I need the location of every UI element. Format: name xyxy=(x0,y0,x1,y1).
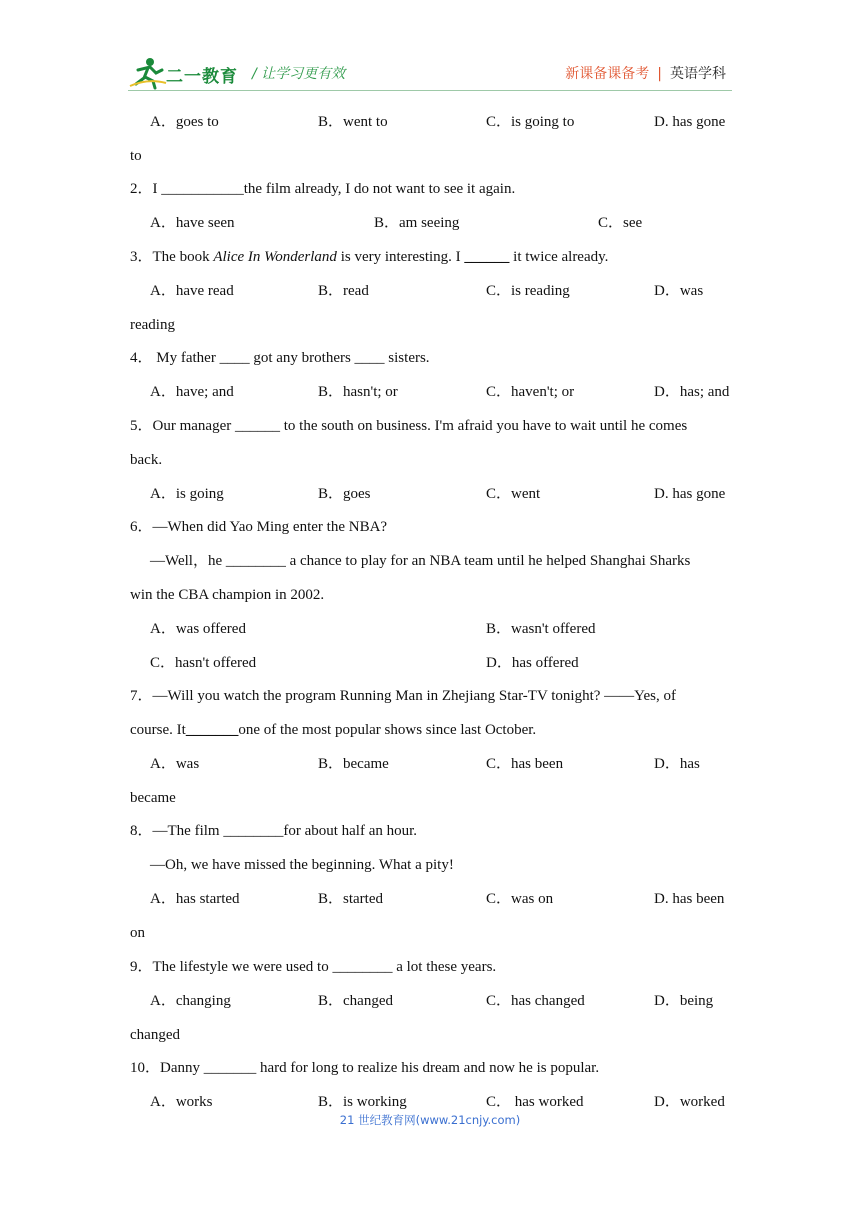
q8-text: —The film ________for about half an hour. xyxy=(152,823,418,839)
q5-option-b: B．goes xyxy=(318,486,371,502)
q4-option-c: C．haven't; or xyxy=(486,384,575,400)
q6-option-a: A．was offered xyxy=(150,621,246,637)
q2-option-a: A．have seen xyxy=(150,215,235,231)
q5-option-d: D. has gone xyxy=(654,486,726,502)
question-4 xyxy=(130,347,430,369)
q10-text: Danny _______ hard for long to realize his dream and now he is popular. xyxy=(160,1060,600,1076)
q8-option-b: B．started xyxy=(318,891,383,907)
page-header xyxy=(128,56,732,90)
q3-text-mid: is very interesting. I xyxy=(336,249,465,265)
q5-option-a: A．is going xyxy=(150,486,224,502)
header-tagline: 新课备课备考 xyxy=(565,66,650,82)
question-7 xyxy=(130,685,676,707)
q9-number: 9． xyxy=(130,959,153,975)
q7-option-d-wrap: became xyxy=(130,790,176,806)
q9-option-a: A．changing xyxy=(150,993,231,1009)
q9-option-c: C．has changed xyxy=(486,993,585,1009)
q10-option-b: B．is working xyxy=(318,1094,407,1110)
q3-text-post: it twice already. xyxy=(509,249,609,265)
runner-icon xyxy=(128,56,168,90)
q6-line-2: —Well，he ________ a chance to play for an NBA team until he helped Shanghai Sharks xyxy=(150,553,691,569)
q5-text-wrap: back. xyxy=(130,452,163,468)
q7-line-2-post: one of the most popular shows since last October. xyxy=(238,722,537,738)
q5-text: Our manager ______ to the south on business. I'm afraid you have to wait until he comes xyxy=(152,418,688,434)
q1-option-d-wrap: to xyxy=(130,148,142,164)
q4-option-b: B．hasn't; or xyxy=(318,384,398,400)
q7-text: —Will you watch the program Running Man in Zhejiang Star-TV tonight? ——Yes, of xyxy=(152,688,676,704)
q9-option-d: D．being xyxy=(654,993,714,1009)
header-separator: | xyxy=(657,66,662,82)
q10-option-d: D．worked xyxy=(654,1094,725,1110)
q3-option-b: B．read xyxy=(318,283,369,299)
q1-option-c: C．is going to xyxy=(486,114,575,130)
question-8 xyxy=(130,820,417,842)
q5-option-c: C．went xyxy=(486,486,541,502)
q2-option-b: B．am seeing xyxy=(374,215,460,231)
q3-blank: ______ xyxy=(464,249,510,265)
q7-option-d: D．has xyxy=(654,756,700,772)
question-6 xyxy=(130,516,387,538)
q1-option-a: A．goes to xyxy=(150,114,219,130)
question-10 xyxy=(130,1057,599,1079)
q3-book-title: Alice In Wonderland xyxy=(213,249,337,265)
q6-text: —When did Yao Ming enter the NBA? xyxy=(152,519,388,535)
question-5 xyxy=(130,415,687,437)
q8-number: 8． xyxy=(130,823,153,839)
q5-number: 5． xyxy=(130,418,153,434)
q7-option-a: A．was xyxy=(150,756,200,772)
q6-option-d: D．has offered xyxy=(486,655,579,671)
q7-blank: _______ xyxy=(185,722,239,738)
q3-option-c: C．is reading xyxy=(486,283,570,299)
q3-option-d: D．was xyxy=(654,283,704,299)
q3-text-pre: The book xyxy=(152,249,214,265)
q7-option-b: B．became xyxy=(318,756,389,772)
q6-option-c: C．hasn't offered xyxy=(150,655,257,671)
q3-number: 3． xyxy=(130,249,153,265)
header-slogan: / 让学习更有效 xyxy=(252,66,346,82)
q9-text: The lifestyle we were used to ________ a lot these years. xyxy=(152,959,497,975)
q8-option-a: A．has started xyxy=(150,891,240,907)
q7-number: 7． xyxy=(130,688,153,704)
q3-option-d-wrap: reading xyxy=(130,317,175,333)
q9-option-d-wrap: changed xyxy=(130,1027,180,1043)
q6-number: 6． xyxy=(130,519,153,535)
q4-option-a: A．have; and xyxy=(150,384,234,400)
question-2 xyxy=(130,178,515,200)
q6-line-3: win the CBA champion in 2002. xyxy=(130,587,325,603)
logo xyxy=(128,56,252,90)
q6-option-b: B．wasn't offered xyxy=(486,621,596,637)
q8-option-d-wrap: on xyxy=(130,925,145,941)
q4-option-d: D．has; and xyxy=(654,384,730,400)
q9-option-b: B．changed xyxy=(318,993,393,1009)
q7-line-2-pre: course. It xyxy=(130,722,186,738)
q10-option-a: A．works xyxy=(150,1094,213,1110)
q8-option-d: D. has been xyxy=(654,891,725,907)
q10-number: 10． xyxy=(130,1060,161,1076)
q8-line-2: —Oh, we have missed the beginning. What a pity! xyxy=(150,857,454,873)
logo-text: 二一教育 xyxy=(166,67,238,87)
question-3 xyxy=(130,246,608,268)
q7-option-c: C．has been xyxy=(486,756,564,772)
q10-option-c: C． has worked xyxy=(486,1094,584,1110)
header-divider xyxy=(128,90,732,91)
q1-option-b: B．went to xyxy=(318,114,388,130)
q2-text: I ___________the film already, I do not want to see it again. xyxy=(152,181,516,197)
question-9 xyxy=(130,956,496,978)
q8-option-c: C．was on xyxy=(486,891,554,907)
header-subject: 英语学科 xyxy=(670,66,726,82)
q4-number: 4． xyxy=(130,350,153,366)
q1-option-d: D. has gone xyxy=(654,114,726,130)
page-footer[interactable]: 21 世纪教育网(www.21cnjy.com) xyxy=(339,1113,521,1127)
q2-option-c: C．see xyxy=(598,215,643,231)
q7-line-2 xyxy=(130,719,536,741)
q2-number: 2． xyxy=(130,181,153,197)
q3-option-a: A．have read xyxy=(150,283,234,299)
header-right xyxy=(565,63,726,83)
q4-text: My father ____ got any brothers ____ sisters. xyxy=(152,350,430,366)
